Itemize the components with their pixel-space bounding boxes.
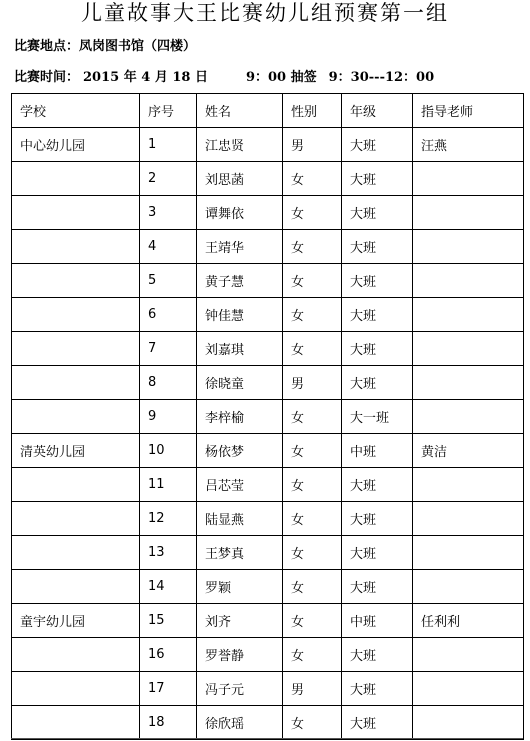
- cell-gender: 女: [283, 638, 342, 672]
- cell-school: [12, 366, 140, 400]
- cell-gender: 女: [283, 570, 342, 604]
- cell-school: [12, 570, 140, 604]
- page-title: 儿童故事大王比赛幼儿组预赛第一组: [81, 1, 449, 25]
- cell-teacher: [413, 298, 524, 332]
- cell-school: 童宇幼儿园: [12, 604, 140, 638]
- cell-teacher: 任利利: [413, 604, 524, 638]
- cell-grade: 大班: [342, 672, 413, 706]
- cell-teacher: [413, 638, 524, 672]
- cell-grade: 大班: [342, 638, 413, 672]
- cell-teacher: [413, 672, 524, 706]
- cell-grade: 大班: [342, 706, 413, 740]
- cell-grade: 大班: [342, 298, 413, 332]
- table-row: [12, 366, 524, 400]
- cell-school: [12, 298, 140, 332]
- cell-name: 陆显燕: [197, 502, 283, 536]
- cell-gender: 女: [283, 196, 342, 230]
- table-row: [12, 162, 524, 196]
- table-row: [12, 434, 524, 468]
- cell-number: 9: [140, 400, 197, 434]
- cell-grade: 大班: [342, 128, 413, 162]
- cell-gender: 男: [283, 128, 342, 162]
- cell-gender: 男: [283, 672, 342, 706]
- cell-number: 3: [140, 196, 197, 230]
- cell-school: [12, 468, 140, 502]
- cell-grade: 大班: [342, 332, 413, 366]
- cell-number: 2: [140, 162, 197, 196]
- table-row: [12, 332, 524, 366]
- cell-grade: 大班: [342, 468, 413, 502]
- cell-number: 11: [140, 468, 197, 502]
- cell-teacher: [413, 366, 524, 400]
- cell-name: 谭舞依: [197, 196, 283, 230]
- cell-name: 李梓榆: [197, 400, 283, 434]
- cell-gender: 女: [283, 536, 342, 570]
- cell-grade: 大班: [342, 264, 413, 298]
- table-row: [12, 672, 524, 706]
- cell-name: 冯子元: [197, 672, 283, 706]
- cell-name: 江忠贤: [197, 128, 283, 162]
- cell-gender: 女: [283, 502, 342, 536]
- cell-name: 刘嘉琪: [197, 332, 283, 366]
- cell-teacher: [413, 230, 524, 264]
- cell-gender: 女: [283, 162, 342, 196]
- cell-number: 6: [140, 298, 197, 332]
- cell-teacher: [413, 570, 524, 604]
- cell-gender: 女: [283, 434, 342, 468]
- cell-gender: 女: [283, 332, 342, 366]
- cell-name: 徐晓童: [197, 366, 283, 400]
- cell-number: 13: [140, 536, 197, 570]
- cell-name: 徐欣瑶: [197, 706, 283, 740]
- cell-school: 清英幼儿园: [12, 434, 140, 468]
- table-row: [12, 298, 524, 332]
- cell-teacher: [413, 706, 524, 740]
- cell-number: 10: [140, 434, 197, 468]
- table-row: [12, 570, 524, 604]
- cell-school: [12, 196, 140, 230]
- roster-body: [12, 128, 524, 740]
- table-row: [12, 638, 524, 672]
- cell-gender: 女: [283, 604, 342, 638]
- cell-number: 18: [140, 706, 197, 740]
- cell-teacher: [413, 264, 524, 298]
- cell-name: 吕芯莹: [197, 468, 283, 502]
- header-name: 姓名: [197, 94, 283, 128]
- cell-school: [12, 230, 140, 264]
- cell-school: [12, 332, 140, 366]
- cell-grade: 大班: [342, 196, 413, 230]
- cell-grade: 大班: [342, 536, 413, 570]
- table-row: [12, 230, 524, 264]
- cell-number: 7: [140, 332, 197, 366]
- cell-name: 黄子慧: [197, 264, 283, 298]
- time-date: 2015 年 4 月 18 日: [83, 70, 208, 85]
- table-row: [12, 400, 524, 434]
- cell-gender: 女: [283, 400, 342, 434]
- cell-name: 王靖华: [197, 230, 283, 264]
- cell-school: [12, 638, 140, 672]
- table-row: [12, 264, 524, 298]
- bottom-rule: [11, 738, 523, 739]
- table-row: [12, 128, 524, 162]
- header-school: 学校: [12, 94, 140, 128]
- cell-teacher: [413, 162, 524, 196]
- cell-number: 12: [140, 502, 197, 536]
- time-range: 9：30---12：00: [328, 70, 435, 85]
- cell-grade: 中班: [342, 434, 413, 468]
- table-row: [12, 502, 524, 536]
- cell-teacher: 黄洁: [413, 434, 524, 468]
- cell-grade: 大班: [342, 366, 413, 400]
- cell-gender: 女: [283, 468, 342, 502]
- cell-number: 17: [140, 672, 197, 706]
- cell-number: 8: [140, 366, 197, 400]
- header-grade: 年级: [342, 94, 413, 128]
- time-label: 比赛时间：: [14, 70, 80, 85]
- cell-teacher: 汪燕: [413, 128, 524, 162]
- cell-school: 中心幼儿园: [12, 128, 140, 162]
- cell-name: 钟佳慧: [197, 298, 283, 332]
- cell-name: 刘齐: [197, 604, 283, 638]
- cell-number: 16: [140, 638, 197, 672]
- cell-grade: 大班: [342, 502, 413, 536]
- cell-teacher: [413, 536, 524, 570]
- cell-grade: 大班: [342, 162, 413, 196]
- cell-school: [12, 264, 140, 298]
- cell-gender: 男: [283, 366, 342, 400]
- venue-line: 比赛地点：凤岗图书馆（四楼）: [14, 39, 197, 54]
- cell-grade: 中班: [342, 604, 413, 638]
- cell-teacher: [413, 332, 524, 366]
- cell-school: [12, 706, 140, 740]
- table-row: [12, 468, 524, 502]
- header-gender: 性别: [283, 94, 342, 128]
- cell-school: [12, 162, 140, 196]
- cell-school: [12, 672, 140, 706]
- cell-gender: 女: [283, 298, 342, 332]
- table-row: [12, 196, 524, 230]
- cell-number: 1: [140, 128, 197, 162]
- header-number: 序号: [140, 94, 197, 128]
- table-row: [12, 536, 524, 570]
- cell-grade: 大一班: [342, 400, 413, 434]
- cell-gender: 女: [283, 264, 342, 298]
- cell-teacher: [413, 502, 524, 536]
- cell-gender: 女: [283, 230, 342, 264]
- table-row: [12, 706, 524, 740]
- cell-teacher: [413, 400, 524, 434]
- cell-name: 罗颖: [197, 570, 283, 604]
- table-header-row: [12, 94, 524, 128]
- header-teacher: 指导老师: [413, 94, 524, 128]
- cell-teacher: [413, 196, 524, 230]
- cell-number: 15: [140, 604, 197, 638]
- cell-number: 4: [140, 230, 197, 264]
- cell-gender: 女: [283, 706, 342, 740]
- cell-school: [12, 502, 140, 536]
- cell-name: 刘思菡: [197, 162, 283, 196]
- time-draw: 9：00 抽签: [245, 70, 317, 85]
- roster-table: [11, 93, 524, 740]
- cell-grade: 大班: [342, 230, 413, 264]
- cell-school: [12, 536, 140, 570]
- cell-grade: 大班: [342, 570, 413, 604]
- cell-name: 杨依梦: [197, 434, 283, 468]
- cell-number: 5: [140, 264, 197, 298]
- cell-teacher: [413, 468, 524, 502]
- cell-school: [12, 400, 140, 434]
- cell-name: 罗誉静: [197, 638, 283, 672]
- cell-number: 14: [140, 570, 197, 604]
- time-line: [14, 70, 434, 86]
- table-row: [12, 604, 524, 638]
- cell-name: 王梦真: [197, 536, 283, 570]
